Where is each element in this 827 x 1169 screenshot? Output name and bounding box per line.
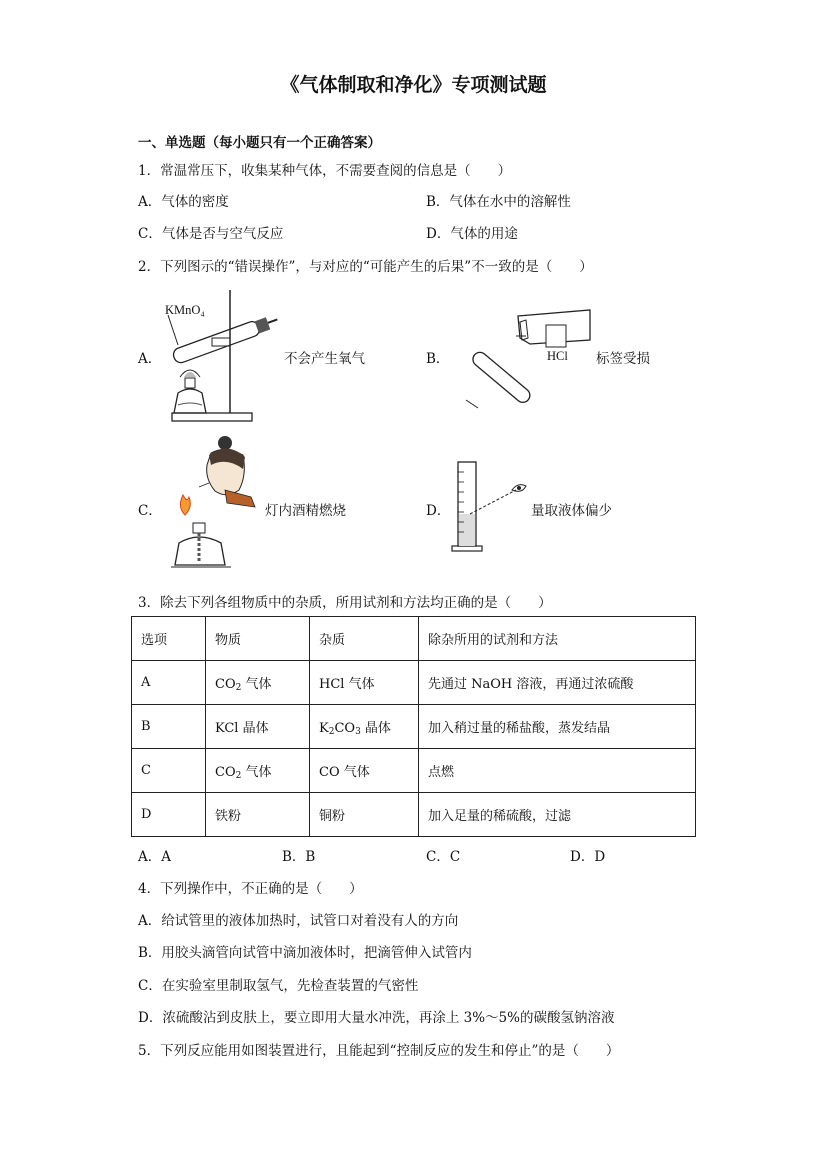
table-cell-substance: KCl 晶体	[206, 705, 310, 749]
table-header-row	[132, 617, 696, 661]
table-cell-substance: $CO_2$ 气体	[206, 661, 310, 705]
q1-option-b[interactable]: B．气体在水中的溶解性	[426, 194, 571, 210]
table-row	[132, 793, 696, 837]
table-cell-method: 点燃	[419, 749, 696, 793]
q2-a-heating-apparatus-figure	[160, 285, 285, 425]
q2-c-blowing-lamp-figure	[163, 435, 263, 575]
table-header-cell: 除杂所用的试剂和方法	[419, 617, 696, 661]
table-cell-option: B	[132, 705, 206, 749]
table-cell-substance: 铁粉	[206, 793, 310, 837]
table-cell-impurity: CO 气体	[310, 749, 419, 793]
q4-stem: 4．下列操作中，不正确的是（ ）	[138, 881, 363, 897]
q2-b-pouring-figure	[448, 300, 593, 415]
q2-option-a-caption: 不会产生氧气	[284, 351, 365, 367]
q3-answer-d[interactable]: D．D	[570, 849, 606, 865]
q3-answer-a[interactable]: A．A	[138, 849, 171, 865]
table-cell-impurity: HCl 气体	[310, 661, 419, 705]
q3-answer-b[interactable]: B．B	[282, 849, 316, 865]
table-cell-impurity: 铜粉	[310, 793, 419, 837]
table-cell-method: 加入足量的稀硫酸，过滤	[419, 793, 696, 837]
table-header-cell: 杂质	[310, 617, 419, 661]
q2-option-b-caption: 标签受损	[596, 351, 650, 367]
q4-option-b[interactable]: B．用胶头滴管向试管中滴加液体时，把滴管伸入试管内	[138, 945, 472, 961]
table-row	[132, 705, 696, 749]
table-header-cell: 物质	[206, 617, 310, 661]
q2-b-figure-label: HCl	[547, 349, 568, 363]
q2-option-d-caption: 量取液体偏少	[531, 503, 612, 519]
q4-option-c[interactable]: C．在实验室里制取氢气，先检查装置的气密性	[138, 978, 419, 994]
q2-option-a-letter[interactable]: A．	[138, 351, 162, 367]
q5-stem: 5．下列反应能用如图装置进行，且能起到“控制反应的发生和停止”的是（ ）	[138, 1043, 620, 1059]
table-row	[132, 749, 696, 793]
q1-stem: 1．常温常压下，收集某种气体，不需要查阅的信息是（ ）	[138, 163, 512, 179]
q3-answer-c[interactable]: C．C	[426, 849, 461, 865]
q4-option-a[interactable]: A．给试管里的液体加热时，试管口对着没有人的方向	[138, 913, 459, 929]
q4-option-d[interactable]: D．浓硫酸沾到皮肤上，要立即用大量水冲洗，再涂上 3%～5%的碳酸氢钠溶液	[138, 1010, 615, 1026]
table-cell-option: C	[132, 749, 206, 793]
q1-option-c[interactable]: C．气体是否与空气反应	[138, 226, 284, 242]
table-header-cell: 选项	[132, 617, 206, 661]
q1-option-d[interactable]: D．气体的用途	[426, 226, 518, 242]
table-cell-method: 先通过 NaOH 溶液，再通过浓硫酸	[419, 661, 696, 705]
q3-stem: 3．除去下列各组物质中的杂质，所用试剂和方法均正确的是（ ）	[138, 595, 552, 611]
q2-d-graduated-cylinder-figure	[452, 460, 532, 555]
q2-a-figure-label: KMnO₄	[165, 303, 205, 317]
table-row	[132, 661, 696, 705]
q1-option-a[interactable]: A．气体的密度	[138, 194, 229, 210]
table-cell-substance: $CO_2$ 气体	[206, 749, 310, 793]
section-heading: 一、单选题（每小题只有一个正确答案）	[138, 135, 381, 151]
table-cell-option: A	[132, 661, 206, 705]
q2-option-b-letter[interactable]: B．	[426, 351, 450, 367]
q2-option-d-letter[interactable]: D．	[426, 503, 451, 519]
table-cell-impurity: $K_2CO_3$ 晶体	[310, 705, 419, 749]
q3-table	[131, 616, 696, 837]
q2-option-c-letter[interactable]: C．	[138, 503, 162, 519]
table-cell-method: 加入稍过量的稀盐酸，蒸发结晶	[419, 705, 696, 749]
q2-stem: 2．下列图示的“错误操作”，与对应的“可能产生的后果”不一致的是（ ）	[138, 259, 593, 275]
table-cell-option: D	[132, 793, 206, 837]
page-title: 《气体制取和净化》专项测试题	[280, 74, 547, 96]
q2-option-c-caption: 灯内酒精燃烧	[265, 503, 346, 519]
